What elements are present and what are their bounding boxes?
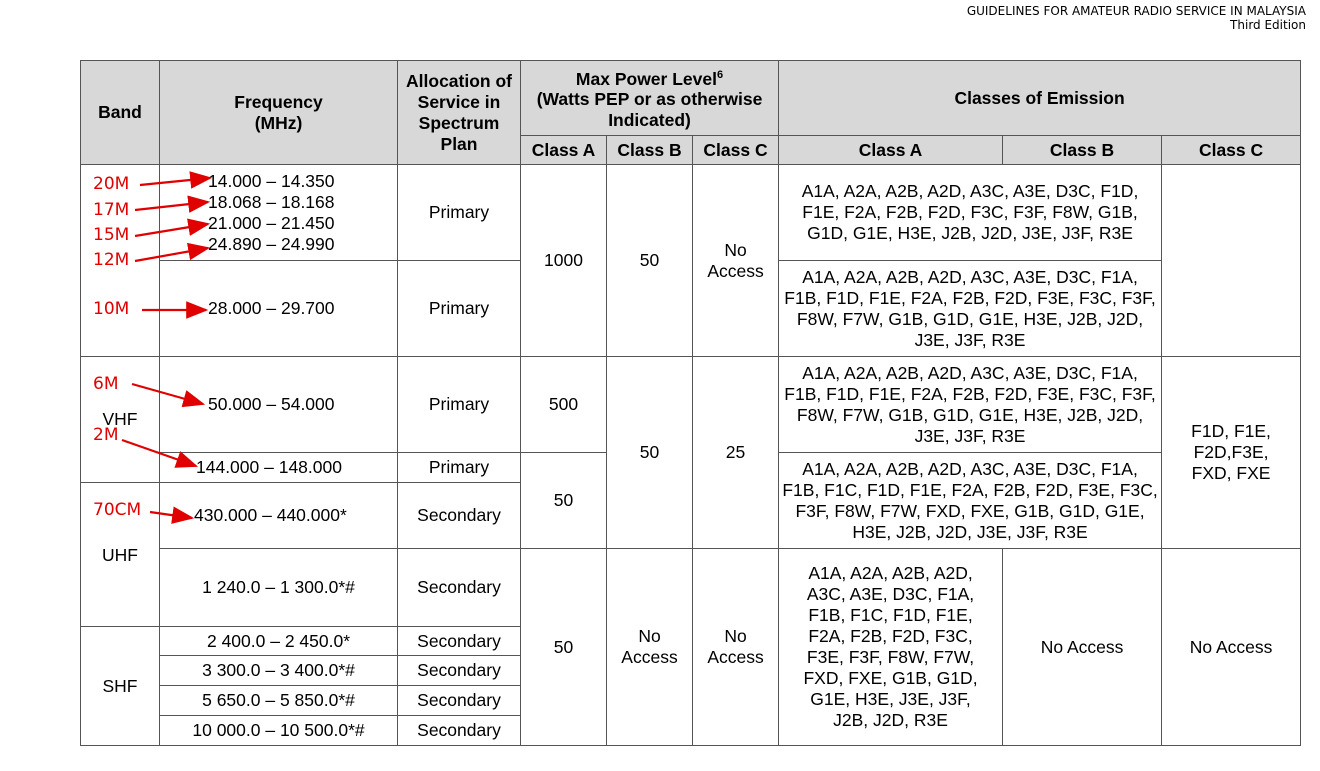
freq-2m: 144.000 – 148.000 bbox=[196, 457, 342, 477]
upper-power-class-c-text: No Access bbox=[707, 626, 764, 667]
annotation-17m: 17M bbox=[93, 200, 130, 220]
upper-power-class-b-text: No Access bbox=[621, 626, 678, 667]
emission-class-c-header: Class C bbox=[1162, 136, 1301, 165]
uhf-power-class-a: 50 bbox=[521, 453, 607, 549]
freq-17m: 18.068 – 18.168 bbox=[208, 191, 335, 212]
max-power-subtitle: (Watts PEP or as otherwise Indicated) bbox=[536, 89, 763, 131]
shf-allocation-1: Secondary bbox=[398, 627, 521, 656]
shf-frequency-1: 2 400.0 – 2 450.0* bbox=[160, 627, 398, 656]
six-m-emission: A1A, A2A, A2B, A2D, A3C, A3E, D3C, F1A, F1B, F1D, F1E, F2A, F2B, F2D, F3E, F3C, F3F, F8W, F7W, G1B, G1D, G1E, H3E, J2B, J2D, J3E, J3F, R3E bbox=[779, 357, 1162, 453]
emission-class-a-header: Class A bbox=[779, 136, 1003, 165]
hf-emission-1: A1A, A2A, A2B, A2D, A3C, A3E, D3C, F1D, F1E, F2A, F2B, F2D, F3C, F3F, F8W, G1B, G1D, G1E, H3E, J2B, J2D, J3E, J3F, R3E bbox=[779, 165, 1162, 261]
freq-6m: 50.000 – 54.000 bbox=[208, 394, 335, 414]
emission-class-b-header: Class B bbox=[1003, 136, 1162, 165]
seventy-cm-allocation: Secondary bbox=[398, 483, 521, 549]
upper-power-class-c bbox=[693, 549, 779, 746]
annotation-10m: 10M bbox=[93, 299, 130, 319]
hf-power-class-c-text: No Access bbox=[707, 239, 764, 281]
shf-frequency-2: 3 300.0 – 3 400.0*# bbox=[160, 656, 398, 686]
ten-m-allocation: Primary bbox=[398, 261, 521, 357]
six-m-frequency bbox=[160, 357, 398, 453]
hf-power-class-b: 50 bbox=[607, 165, 693, 357]
frequency-header: Frequency (MHz) bbox=[160, 61, 398, 165]
hf-emission-2: A1A, A2A, A2B, A2D, A3C, A3E, D3C, F1A, F1B, F1D, F1E, F2A, F2B, F2D, F3E, F3C, F3F, F8W, F7W, G1B, G1D, G1E, H3E, J2B, J2D, J3E, J3F, R3E bbox=[779, 261, 1162, 357]
annotation-15m: 15M bbox=[93, 225, 130, 245]
annotation-20m: 20M bbox=[93, 174, 130, 194]
seventy-cm-frequency bbox=[160, 483, 398, 549]
shf-allocation-2: Secondary bbox=[398, 656, 521, 686]
allocation-header: Allocation of Service in Spectrum Plan bbox=[398, 61, 521, 165]
upper-emission-class-b: No Access bbox=[1003, 549, 1162, 746]
vhf-emission-class-c-text: F1D, F1E, F2D,F3E, FXD, FXE bbox=[1191, 421, 1271, 483]
shf-band-cell: SHF bbox=[81, 627, 160, 746]
shf-frequency-4: 10 000.0 – 10 500.0*# bbox=[160, 716, 398, 746]
annotation-2m: 2M bbox=[93, 425, 119, 445]
document-edition: Third Edition bbox=[1230, 18, 1306, 32]
freq-70cm: 430.000 – 440.000* bbox=[194, 505, 347, 525]
emission-header: Classes of Emission bbox=[779, 61, 1301, 136]
vhf-label: VHF bbox=[102, 409, 138, 429]
six-m-allocation: Primary bbox=[398, 357, 521, 453]
vhf-power-class-c: 25 bbox=[693, 357, 779, 549]
upper-emission-class-a-text: A1A, A2A, A2B, A2D, A3C, A3E, D3C, F1A, F1B, F1C, F1D, F1E, F2A, F2B, F2D, F3C, F3E, F3F, F8W, F7W, FXD, FXE, G1B, G1D, G1E, H3E, J3E, J3F, J2B, J2D, R3E bbox=[803, 563, 978, 730]
freq-20m: 14.000 – 14.350 bbox=[208, 170, 335, 191]
shf-allocation-4: Secondary bbox=[398, 716, 521, 746]
annotation-12m: 12M bbox=[93, 250, 130, 270]
upper-emission-class-a bbox=[779, 549, 1003, 746]
hf-power-class-c bbox=[693, 165, 779, 357]
shf-frequency-3: 5 650.0 – 5 850.0*# bbox=[160, 686, 398, 716]
ten-m-frequency bbox=[160, 261, 398, 357]
freq-10m: 28.000 – 29.700 bbox=[208, 298, 335, 318]
uhf2-frequency: 1 240.0 – 1 300.0*# bbox=[160, 549, 398, 627]
max-power-header bbox=[521, 61, 779, 136]
hf-frequency-cell bbox=[160, 165, 398, 261]
two-m-allocation: Primary bbox=[398, 453, 521, 483]
document-header bbox=[967, 4, 1306, 32]
two-m-frequency bbox=[160, 453, 398, 483]
power-class-c-header: Class C bbox=[693, 136, 779, 165]
upper-emission-class-c: No Access bbox=[1162, 549, 1301, 746]
six-m-power-class-a: 500 bbox=[521, 357, 607, 453]
vhf-power-class-b: 50 bbox=[607, 357, 693, 549]
shf-allocation-3: Secondary bbox=[398, 686, 521, 716]
two-m-emission: A1A, A2A, A2B, A2D, A3C, A3E, D3C, F1A, F1B, F1C, F1D, F1E, F2A, F2B, F2D, F3E, F3C, F3F, F8W, F7W, FXD, FXE, G1B, G1D, G1E, H3E, J2B, J2D, J3E, J3F, R3E bbox=[779, 453, 1162, 549]
max-power-title: Max Power Level bbox=[575, 68, 717, 89]
freq-12m: 24.890 – 24.990 bbox=[208, 233, 335, 254]
power-class-a-header: Class A bbox=[521, 136, 607, 165]
upper-power-class-a: 50 bbox=[521, 549, 607, 746]
annotation-70cm: 70CM bbox=[93, 500, 142, 520]
hf-emission-class-c bbox=[1162, 165, 1301, 357]
footnote-marker: 6 bbox=[716, 68, 724, 81]
power-class-b-header: Class B bbox=[607, 136, 693, 165]
upper-power-class-b bbox=[607, 549, 693, 746]
frequency-allocation-table bbox=[80, 60, 1301, 746]
annotation-6m: 6M bbox=[93, 374, 119, 394]
vhf-emission-class-c bbox=[1162, 357, 1301, 549]
uhf-label: UHF bbox=[102, 545, 138, 565]
freq-15m: 21.000 – 21.450 bbox=[208, 212, 335, 233]
band-header: Band bbox=[81, 61, 160, 165]
hf-allocation: Primary bbox=[398, 165, 521, 261]
hf-power-class-a: 1000 bbox=[521, 165, 607, 357]
document-title: GUIDELINES FOR AMATEUR RADIO SERVICE IN MALAYSIA bbox=[966, 4, 1306, 18]
uhf2-allocation: Secondary bbox=[398, 549, 521, 627]
